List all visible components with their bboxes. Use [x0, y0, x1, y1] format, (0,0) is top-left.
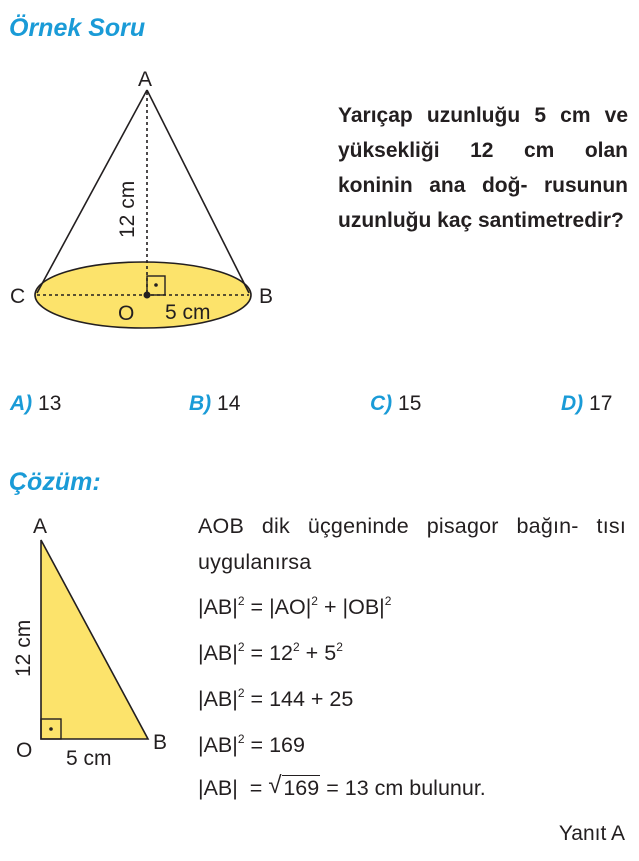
- right-angle-dot: [154, 283, 158, 287]
- triangle-label-b: B: [153, 731, 168, 754]
- cone-height-label: 12 cm: [116, 180, 139, 238]
- triangle-figure: [0, 505, 190, 775]
- eq1-lhs-exp: 2: [237, 594, 245, 608]
- cone-figure: [0, 60, 330, 340]
- eq5-root-value: 169: [283, 776, 320, 800]
- cone-label-o: O: [118, 302, 135, 325]
- center-point: [144, 292, 151, 299]
- equation-line-5: |AB| = √ 169 = 13 cm bulunur.: [198, 772, 486, 800]
- choice-b[interactable]: [189, 392, 240, 416]
- choice-b-letter: B): [189, 392, 212, 415]
- choice-c-value: 15: [398, 392, 422, 415]
- eq2-plus: +: [305, 641, 319, 665]
- eq2-a-exp: 2: [293, 640, 300, 654]
- solution-heading: Çözüm:: [9, 468, 101, 496]
- choice-b-value: 14: [217, 392, 241, 415]
- triangle-label-a: A: [33, 515, 48, 538]
- equation-line-4: $|AB|^2 = 169$: [198, 732, 305, 757]
- choice-c-letter: C): [370, 392, 393, 415]
- choice-d-letter: D): [561, 392, 584, 415]
- choice-c[interactable]: [370, 392, 421, 416]
- sqrt-symbol: [268, 772, 320, 801]
- eq1-rhs-b: |OB|: [342, 595, 385, 619]
- eq2-equals: =: [250, 641, 264, 665]
- eq1-rhs-b-exp: 2: [384, 594, 392, 608]
- question-text: Yarıçap uzunluğu 5 cm ve yüksekliği 12 cm olan koninin ana doğ- rusunun uzunluğu kaç santimetredir?: [338, 104, 628, 232]
- cone-label-c: C: [10, 285, 26, 308]
- equation-line-1: $|AB|^2 = |AO|^2 + |OB|^2$: [198, 594, 392, 619]
- eq2-b: 5: [324, 641, 337, 665]
- eq3-lhs: |AB|: [198, 687, 238, 711]
- eq1-lhs: |AB|: [198, 595, 238, 619]
- triangle-right-angle-dot: [49, 727, 53, 731]
- triangle-label-o: O: [16, 739, 33, 762]
- choice-a[interactable]: [10, 392, 61, 416]
- eq5-rhs: = 13 cm bulunur.: [326, 776, 486, 800]
- eq1-rhs-a-exp: 2: [311, 594, 318, 608]
- choice-a-value: 13: [38, 392, 62, 415]
- eq2-lhs-exp: 2: [237, 640, 245, 654]
- eq1-plus: +: [323, 595, 337, 619]
- eq2-a: 12: [269, 641, 293, 665]
- choice-d-value: 17: [589, 392, 613, 415]
- sqrt-icon: √: [268, 772, 282, 799]
- eq2-lhs: |AB|: [198, 641, 238, 665]
- equation-line-3: $|AB|^2 = 144 + 25$: [198, 686, 354, 711]
- eq5-lhs: |AB|: [198, 776, 238, 800]
- cone-radius-label: 5 cm: [165, 301, 211, 324]
- triangle-shape: [41, 540, 148, 739]
- cone-label-b: B: [259, 285, 274, 308]
- choice-d[interactable]: [561, 392, 612, 416]
- eq3-lhs-exp: 2: [237, 686, 245, 700]
- eq4-lhs-exp: 2: [237, 732, 245, 746]
- eq3-rhs: 144 + 25: [269, 687, 354, 711]
- eq4-lhs: |AB|: [198, 733, 238, 757]
- cone-label-a: A: [138, 68, 153, 91]
- eq2-b-exp: 2: [336, 640, 343, 654]
- example-heading: Örnek Soru: [9, 14, 146, 42]
- triangle-height-label: 12 cm: [12, 619, 35, 677]
- solution-intro: AOB dik üçgeninde pisagor bağın- tısı uygulanırsa: [198, 514, 626, 574]
- eq4-rhs: 169: [269, 733, 305, 757]
- equation-line-2: [198, 640, 343, 666]
- answer-text: Yanıt A: [558, 822, 625, 845]
- choice-a-letter: A): [10, 392, 33, 415]
- eq1-rhs-a: |AO|: [269, 595, 312, 619]
- triangle-base-label: 5 cm: [66, 747, 112, 770]
